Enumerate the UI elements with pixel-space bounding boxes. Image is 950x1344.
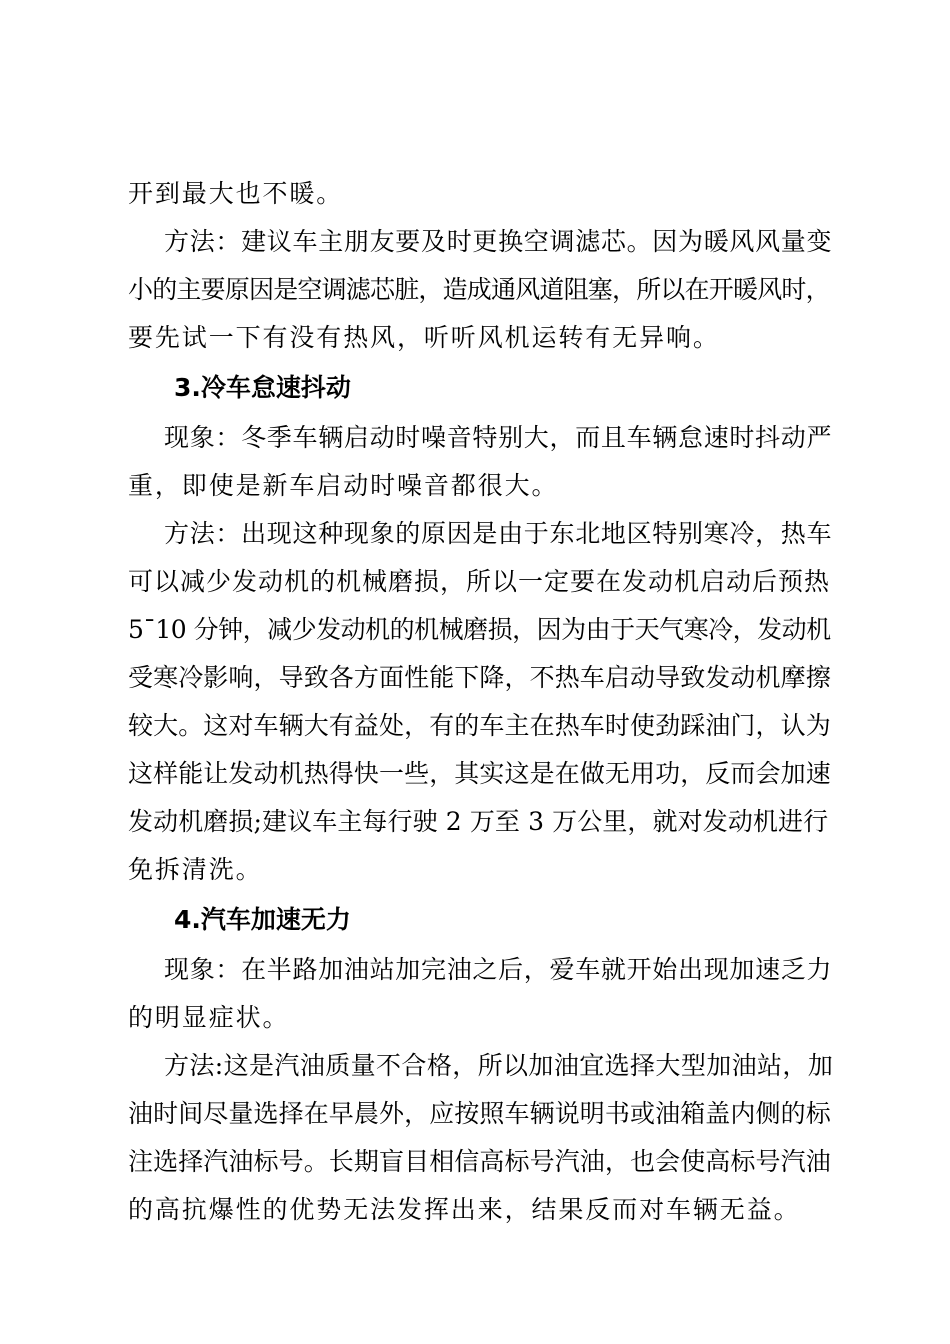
paragraph-method-heater	[128, 218, 836, 362]
text-line: 要先试一下有没有热风，听听风机运转有无异响。	[128, 323, 720, 352]
section-heading-weak-acceleration: 4.汽车加速无力	[174, 905, 351, 934]
paragraph-method-cold-idle	[128, 510, 836, 894]
text-line: 的明显症状。	[128, 1003, 290, 1032]
text-line: 重，即使是新车启动时噪音都很大。	[128, 471, 559, 500]
text-line: 开到最大也不暖。	[128, 179, 344, 208]
text-line: 的高抗爆性的优势无法发挥出来，结果反而对车辆无益。	[128, 1195, 801, 1224]
text-line: 较大。这对车辆大有益处，有的车主在热车时使劲踩油门，认为	[128, 711, 831, 740]
text-line: 油时间尽量选择在早晨外，应按照车辆说明书或油箱盖内侧的标	[128, 1099, 831, 1128]
text-line: 发动机磨损;建议车主每行驶 2 万至 3 万公里，就对发动机进行	[128, 807, 829, 836]
text-line: 现象：在半路加油站加完油之后，爱车就开始出现加速乏力	[164, 955, 833, 984]
text-line: 可以减少发动机的机械磨损，所以一定要在发动机启动后预热	[128, 567, 831, 596]
text-line: 5¯10 分钟，减少发动机的机械磨损，因为由于天气寒冷，发动机	[128, 615, 831, 644]
paragraph-phenomenon-cold-idle	[128, 414, 836, 510]
section-heading-cold-idle: 3.冷车怠速抖动	[174, 373, 351, 402]
text-line: 注选择汽油标号。长期盲目相信高标号汽油，也会使高标号汽油	[128, 1147, 831, 1176]
text-line: 小的主要原因是空调滤芯脏，造成通风道阻塞，所以在开暖风时，	[128, 275, 830, 304]
paragraph-phenomenon-weak-acceleration	[128, 946, 836, 1042]
paragraph-method-weak-acceleration	[128, 1042, 836, 1234]
text-line: 方法：建议车主朋友要及时更换空调滤芯。因为暖风风量变	[164, 227, 833, 256]
text-line: 免拆清洗。	[128, 855, 263, 884]
document-body	[128, 170, 836, 1234]
text-line: 现象：冬季车辆启动时噪音特别大，而且车辆怠速时抖动严	[164, 423, 833, 452]
text-line: 这样能让发动机热得快一些，其实这是在做无用功，反而会加速	[128, 759, 831, 788]
text-line: 方法:这是汽油质量不合格，所以加油宜选择大型加油站，加	[164, 1051, 834, 1080]
paragraph-continuation	[128, 170, 836, 218]
text-line: 受寒冷影响，导致各方面性能下降，不热车启动导致发动机摩擦	[128, 663, 831, 692]
text-line: 方法：出现这种现象的原因是由于东北地区特别寒冷，热车	[164, 519, 833, 548]
